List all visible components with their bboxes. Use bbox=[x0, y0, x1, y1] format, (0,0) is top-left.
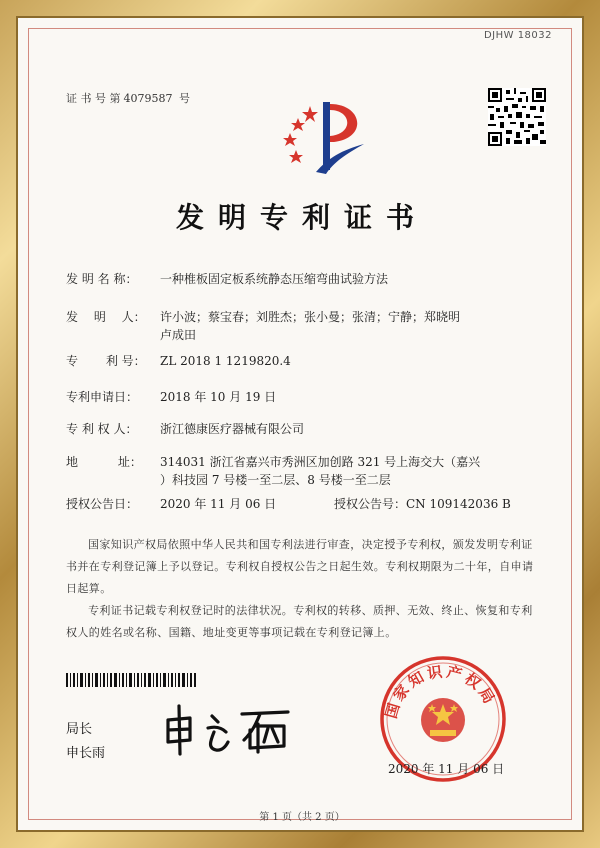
certificate-title: 发明专利证书 bbox=[175, 201, 428, 234]
qr-code-icon bbox=[488, 88, 546, 146]
field-filing-date bbox=[66, 388, 277, 405]
national-emblem-icon bbox=[421, 698, 465, 742]
notice-paragraph-2: 专利证书记载专利权登记时的法律状况。专利权的转移、质押、无效、终止、恢复和专利权人的姓名或名称、国籍、地址变更等事项记载在专利登记簿上。 bbox=[66, 604, 533, 639]
field-invention-name bbox=[66, 270, 389, 287]
field-inventors bbox=[66, 308, 461, 342]
field-label: 发 明 人： bbox=[66, 310, 146, 324]
cert-number-value: 4079587 bbox=[123, 92, 173, 105]
logo-stars-icon bbox=[283, 106, 318, 163]
field-label: 专利申请日： bbox=[66, 390, 139, 404]
field-label: 专 利 号： bbox=[66, 354, 146, 368]
page-number: 第 1 页（共 2 页） bbox=[259, 812, 345, 823]
patent-office-logo bbox=[268, 98, 378, 176]
notice-paragraph-1: 国家知识产权局依照中华人民共和国专利法进行审查，决定授予专利权，颁发发明专利证书并在专利登记簿上予以登记。专利权自授权公告之日起生效。专利权期限为二十年，自申请日起算。 bbox=[66, 538, 534, 595]
director-signature bbox=[160, 698, 300, 758]
seal-date: 2020 年 11 月 06 日 bbox=[388, 762, 505, 776]
field-value: 314031 浙江省嘉兴市秀洲区加创路 321 号上海交大（嘉兴 bbox=[160, 455, 481, 469]
field-value: 2018 年 10 月 19 日 bbox=[160, 390, 277, 404]
field-extra-value: CN 109142036 B bbox=[406, 497, 511, 511]
logo-p-blue-icon bbox=[323, 102, 330, 170]
field-patentee bbox=[66, 420, 305, 437]
reference-stamp: DJHW 18032 bbox=[483, 30, 552, 41]
field-label: 授权公告日： bbox=[66, 497, 139, 511]
field-value: 许小波；蔡宝春；刘胜杰；张小曼；张清；宁静；郑晓明 bbox=[160, 310, 461, 324]
field-value: 浙江德康医疗器械有限公司 bbox=[160, 422, 305, 436]
certificate-number bbox=[66, 90, 193, 106]
field-label: 地 址： bbox=[66, 455, 142, 469]
director-name: 申长雨 bbox=[66, 746, 106, 761]
certificate-paper bbox=[16, 16, 584, 832]
cert-number-label: 证 书 号 第 bbox=[66, 92, 121, 105]
field-label: 专 利 权 人： bbox=[66, 422, 138, 436]
field-address bbox=[66, 453, 481, 487]
field-label: 发 明 名 称： bbox=[66, 272, 138, 286]
field-value: 2020 年 11 月 06 日 bbox=[160, 497, 277, 511]
field-patent-number bbox=[66, 352, 291, 369]
field-value-line2: ）科技园 7 号楼一至二层、8 号楼一至二层 bbox=[160, 473, 391, 487]
svg-text:国家知识产权局: 国家知识产权局 bbox=[381, 662, 500, 721]
director-title: 局长 bbox=[66, 722, 93, 737]
field-value-line2: 卢成田 bbox=[160, 328, 197, 342]
field-grant-date bbox=[66, 495, 511, 512]
barcode-icon bbox=[66, 673, 196, 687]
cert-number-suffix: 号 bbox=[179, 92, 190, 105]
field-value: ZL 2018 1 1219820.4 bbox=[160, 354, 291, 368]
field-extra-label: 授权公告号： bbox=[334, 497, 407, 511]
field-value: 一种椎板固定板系统静态压缩弯曲试验方法 bbox=[160, 272, 389, 286]
logo-p-red-icon bbox=[330, 104, 357, 142]
